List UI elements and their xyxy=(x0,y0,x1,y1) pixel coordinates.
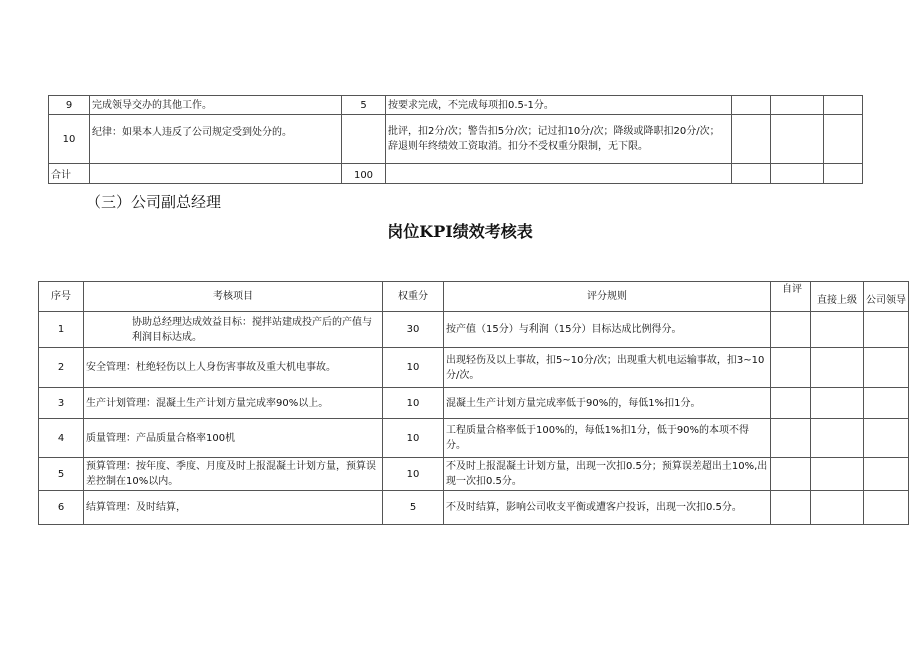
assessment-item: 结算管理：及时结算， xyxy=(84,491,383,525)
leader-score-cell[interactable] xyxy=(824,96,863,115)
header-leader: 公司领导 xyxy=(864,282,909,312)
assessment-item: 纪律：如果本人违反了公司规定受到处分的。 xyxy=(90,115,342,164)
weight-score: 10 xyxy=(383,388,444,419)
total-weight: 100 xyxy=(342,164,386,184)
leader-score-cell[interactable] xyxy=(864,348,909,388)
header-weight: 权重分 xyxy=(383,282,444,312)
superior-score-cell[interactable] xyxy=(811,458,864,491)
leader-score-cell[interactable] xyxy=(824,164,863,184)
leader-score-cell[interactable] xyxy=(864,458,909,491)
row-number: 6 xyxy=(39,491,84,525)
header-number: 序号 xyxy=(39,282,84,312)
self-score-cell[interactable] xyxy=(771,348,811,388)
leader-score-cell[interactable] xyxy=(864,312,909,348)
assessment-item: 协助总经理达成效益目标：搅拌站建成投产后的产值与利润目标达成。 xyxy=(84,312,383,348)
weight-score: 30 xyxy=(383,312,444,348)
table-row xyxy=(39,419,909,458)
weight-score xyxy=(342,115,386,164)
table-title: 岗位KPI绩效考核表 xyxy=(387,222,533,241)
superior-score-cell[interactable] xyxy=(771,164,824,184)
row-number: 5 xyxy=(39,458,84,491)
weight-score: 10 xyxy=(383,458,444,491)
self-score-cell[interactable] xyxy=(732,164,771,184)
row-number: 1 xyxy=(39,312,84,348)
self-score-cell[interactable] xyxy=(771,312,811,348)
scoring-rule: 工程质量合格率低于100%的，每低1%扣1分，低于90%的本项不得分。 xyxy=(444,419,771,458)
header-self: 自评 xyxy=(771,282,811,312)
superior-score-cell[interactable] xyxy=(811,312,864,348)
superior-score-cell[interactable] xyxy=(811,388,864,419)
assessment-item: 预算管理：按年度、季度、月度及时上报混凝土计划方量，预算误差控制在10%以内。 xyxy=(84,458,383,491)
scoring-rule: 混凝土生产计划方量完成率低于90%的，每低1%扣1分。 xyxy=(444,388,771,419)
total-label: 合计 xyxy=(49,164,90,184)
assessment-item xyxy=(90,164,342,184)
self-score-cell[interactable] xyxy=(771,491,811,525)
row-number: 9 xyxy=(49,96,90,115)
table-row xyxy=(49,115,863,164)
table-row xyxy=(39,312,909,348)
previous-kpi-table xyxy=(48,95,863,184)
weight-score: 10 xyxy=(383,419,444,458)
table-row xyxy=(39,458,909,491)
section-heading: （三）公司副总经理 xyxy=(86,193,222,211)
superior-score-cell[interactable] xyxy=(811,348,864,388)
kpi-table xyxy=(38,281,909,525)
superior-score-cell[interactable] xyxy=(811,491,864,525)
self-score-cell[interactable] xyxy=(771,419,811,458)
scoring-rule: 按要求完成，不完成每项扣0.5-1分。 xyxy=(386,96,732,115)
header-superior: 直接上级 xyxy=(811,282,864,312)
leader-score-cell[interactable] xyxy=(864,388,909,419)
header-rule: 评分规则 xyxy=(444,282,771,312)
row-number: 2 xyxy=(39,348,84,388)
superior-score-cell[interactable] xyxy=(811,419,864,458)
table-row xyxy=(49,96,863,115)
row-number: 10 xyxy=(49,115,90,164)
weight-score: 10 xyxy=(383,348,444,388)
leader-score-cell[interactable] xyxy=(864,419,909,458)
assessment-item: 完成领导交办的其他工作。 xyxy=(90,96,342,115)
total-row xyxy=(49,164,863,184)
table-header-row xyxy=(39,282,909,312)
weight-score: 5 xyxy=(383,491,444,525)
header-item: 考核项目 xyxy=(84,282,383,312)
assessment-item: 生产计划管理：混凝土生产计划方量完成率90%以上。 xyxy=(84,388,383,419)
self-score-cell[interactable] xyxy=(771,458,811,491)
self-score-cell[interactable] xyxy=(732,115,771,164)
superior-score-cell[interactable] xyxy=(771,115,824,164)
scoring-rule: 不及时上报混凝土计划方量，出现一次扣0.5分；预算误差超出土10%,出现一次扣0.5分。 xyxy=(444,458,771,491)
row-number: 3 xyxy=(39,388,84,419)
assessment-item: 安全管理：杜绝轻伤以上人身伤害事故及重大机电事故。 xyxy=(84,348,383,388)
scoring-rule: 出现轻伤及以上事故，扣5~10分/次；出现重大机电运输事故，扣3~10分/次。 xyxy=(444,348,771,388)
leader-score-cell[interactable] xyxy=(864,491,909,525)
self-score-cell[interactable] xyxy=(732,96,771,115)
table-row xyxy=(39,491,909,525)
row-number: 4 xyxy=(39,419,84,458)
assessment-item: 质量管理：产品质量合格率100机 xyxy=(84,419,383,458)
leader-score-cell[interactable] xyxy=(824,115,863,164)
scoring-rule: 不及时结算，影响公司收支平衡或遭客户投诉，出现一次扣0.5分。 xyxy=(444,491,771,525)
scoring-rule xyxy=(386,164,732,184)
scoring-rule: 批评，扣2分/次；警告扣5分/次；记过扣10分/次；降级或降职扣20分/次；辞退则年终绩效工资取消。扣分不受权重分限制，无下限。 xyxy=(386,115,732,164)
weight-score: 5 xyxy=(342,96,386,115)
scoring-rule: 按产值（15分）与利润（15分）目标达成比例得分。 xyxy=(444,312,771,348)
self-score-cell[interactable] xyxy=(771,388,811,419)
superior-score-cell[interactable] xyxy=(771,96,824,115)
table-row xyxy=(39,388,909,419)
table-row xyxy=(39,348,909,388)
